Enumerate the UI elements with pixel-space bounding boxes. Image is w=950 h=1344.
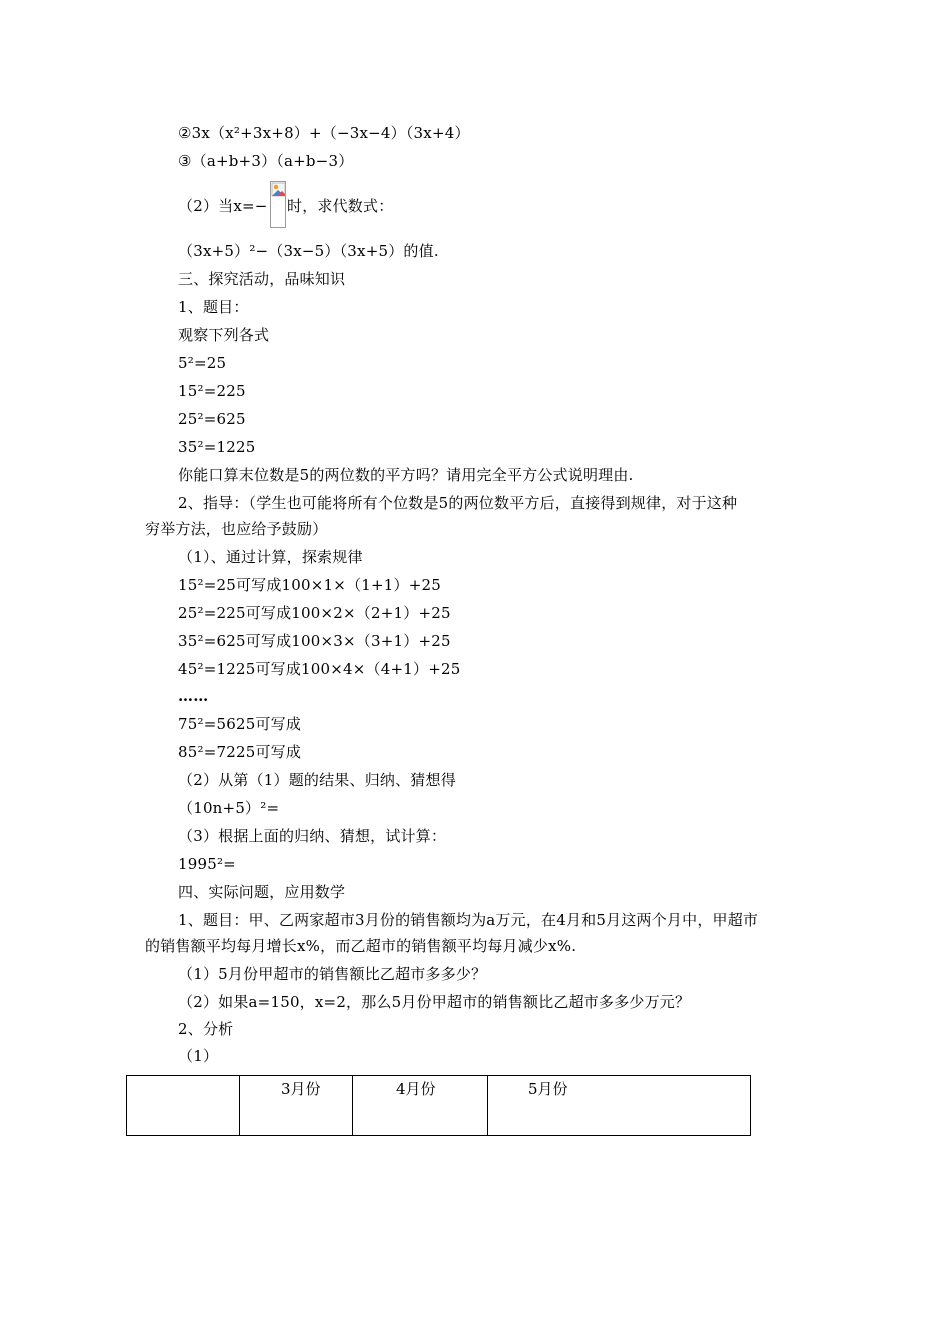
text-l15: （1）、通过计算，探索规律 [178, 548, 363, 566]
text-l03b: 时，求代数式： [287, 197, 394, 215]
line-topic-1 [178, 297, 249, 317]
line-eq-25 [178, 409, 246, 429]
line-problem [178, 910, 758, 930]
text-l16: 15²=25可写成100×1×（1+1）+25 [178, 576, 441, 594]
text-l10: 25²=625 [178, 410, 246, 428]
line-expression-3 [178, 151, 353, 171]
line-analysis [178, 1019, 233, 1039]
text-l21: 75²=5625可写成 [178, 715, 302, 733]
text-l27: 四、实际问题，应用数学 [178, 883, 346, 901]
line-rule-25 [178, 603, 451, 623]
text-l29: 的销售额平均每月增长x%，而乙超市的销售额平均每月减少x%. [145, 937, 577, 955]
text-l20: …… [178, 687, 209, 705]
line-general-formula [178, 798, 279, 818]
table-header-april-label: 4月份 [396, 1080, 436, 1098]
line-step-2 [178, 770, 456, 790]
text-l12: 你能口算末位数是5的两位数的平方吗？请用完全平方公式说明理由. [178, 466, 634, 484]
line-subq-2 [178, 992, 690, 1012]
line-question-mental [178, 465, 634, 485]
line-step-3 [178, 826, 446, 846]
text-l09: 15²=225 [178, 382, 246, 400]
line-expression-value [178, 241, 439, 261]
line-rule-15 [178, 575, 441, 595]
line-rule-85 [178, 742, 301, 762]
section-heading-4 [178, 882, 345, 902]
line-eq-15 [178, 381, 246, 401]
text-l14: 穷举方法，也应给予鼓励） [145, 520, 328, 538]
broken-image-icon [270, 181, 286, 228]
text-l31: （2）如果a=150，x=2，那么5月份甲超市的销售额比乙超市多多少万元？ [178, 993, 691, 1011]
text-l26: 1995²= [178, 855, 236, 873]
table-row [127, 1076, 751, 1136]
table-header-march [240, 1076, 353, 1136]
line-1995 [178, 854, 236, 874]
section-heading-3 [178, 269, 345, 289]
text-l30: （1）5月份甲超市的销售额比乙超市多多少？ [178, 965, 487, 983]
text-l22: 85²=7225可写成 [178, 743, 302, 761]
line-ellipsis [178, 686, 208, 706]
text-l05: 三、探究活动，品味知识 [178, 270, 346, 288]
line-step-1 [178, 547, 363, 567]
line-eq-5 [178, 353, 226, 373]
text-l32: 2、分析 [178, 1020, 234, 1038]
text-l23: （2）从第（1）题的结果、归纳、猜想得 [178, 771, 456, 789]
text-l01: ②3x（x²+3x+8）+（−3x−4）（3x+4） [178, 124, 470, 142]
text-l33: （1） [178, 1047, 219, 1065]
text-l17: 25²=225可写成100×2×（2+1）+25 [178, 604, 451, 622]
line-question-2-a [178, 196, 268, 216]
sales-table [126, 1075, 751, 1136]
line-subq-1 [178, 964, 486, 984]
text-l19: 45²=1225可写成100×4×（4+1）+25 [178, 660, 461, 678]
table-header-march-label: 3月份 [281, 1080, 321, 1098]
line-problem-cont [145, 936, 576, 956]
table-cell-empty [127, 1076, 240, 1136]
text-l06: 1、题目： [178, 298, 249, 316]
line-observe [178, 325, 269, 345]
line-eq-35 [178, 437, 255, 457]
text-l13: 2、指导：（学生也可能将所有个位数是5的两位数平方后，直接得到规律，对于这种 [178, 494, 738, 512]
line-rule-75 [178, 714, 301, 734]
line-rule-35 [178, 631, 451, 651]
text-l25: （3）根据上面的归纳、猜想，试计算： [178, 827, 447, 845]
text-l28: 1、题目：甲、乙两家超市3月份的销售额均为a万元，在4月和5月这两个月中，甲超市 [178, 911, 759, 929]
line-guide-cont [145, 519, 327, 539]
table-header-may-label: 5月份 [528, 1080, 568, 1098]
broken-image-graphic [271, 182, 287, 229]
text-l02: ③（a+b+3）（a+b−3） [178, 152, 354, 170]
table-header-april [353, 1076, 488, 1136]
text-l08: 5²=25 [178, 354, 227, 372]
line-question-2-b [287, 196, 393, 216]
text-l11: 35²=1225 [178, 438, 256, 456]
line-expression-2 [178, 123, 470, 143]
line-rule-45 [178, 659, 460, 679]
text-l04: （3x+5）²−（3x−5）（3x+5）的值. [178, 242, 439, 260]
text-l18: 35²=625可写成100×3×（3+1）+25 [178, 632, 451, 650]
text-l07: 观察下列各式 [178, 326, 270, 344]
line-analysis-1 [178, 1046, 218, 1066]
text-l03a: （2）当x=− [178, 197, 268, 215]
text-l24: （10n+5）²= [178, 799, 280, 817]
table-header-may [488, 1076, 751, 1136]
line-guide [178, 493, 737, 513]
